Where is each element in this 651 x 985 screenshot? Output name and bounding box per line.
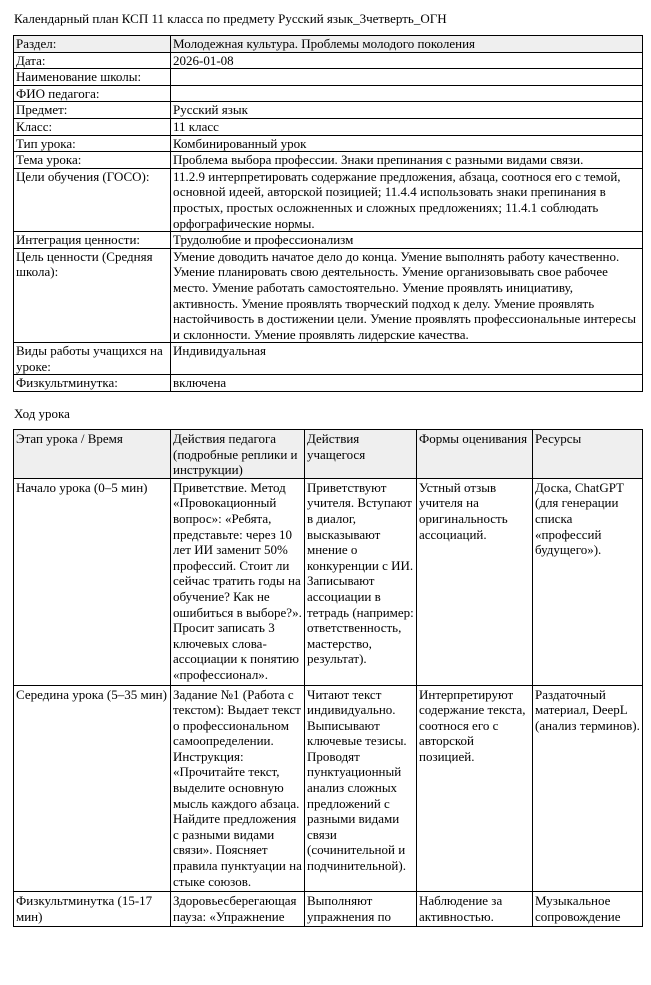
teacher-actions-cell: Приветствие. Метод «Провокационный вопрос»: «Ребята, представьте: через 10 лет ИИ заменит 50% профессий. Стоит ли сейчас тратить годы на обучение? Как не ошибиться в выборе?». Просит записать 3 ключевых слова-ассоциации к понятию «профессионал». [171,478,305,685]
info-value: Умение доводить начатое дело до конца. Умение выполнять работу качественно. Умение планировать свою деятельность. Умение организовывать свое рабочее место. Умение работать самостоятельно. Умение проявлять инициативу, активность. Умение проявлять творческий подход к делу. Умение проявлять настойчивость в достижении цели. Умение проявлять профессиональные интересы и склонности. Умение проявлять лидерские качества. [171,248,643,343]
info-row-learning-goals [14,168,643,231]
resources-cell: Музыкальное сопровождение [533,892,643,927]
lesson-flow-heading: Ход урока [14,406,70,421]
info-value [171,69,643,86]
info-value: Комбинированный урок [171,135,643,152]
lesson-header-row [14,430,643,479]
assessment-cell: Наблюдение за активностью. [417,892,533,927]
info-value: 11 класс [171,118,643,135]
column-header-stage: Этап урока / Время [14,430,171,479]
student-actions-cell: Выполняют упражнения по [305,892,417,927]
lesson-info-table [13,35,643,392]
info-row-section [14,36,643,53]
info-label: Тема урока: [14,152,171,169]
info-label: Наименование школы: [14,69,171,86]
info-value [171,85,643,102]
stage-cell: Середина урока (5–35 мин) [14,685,171,892]
teacher-actions-cell: Здоровьесберегающая пауза: «Упражнение [171,892,305,927]
document-title: Календарный план КСП 11 класса по предмету Русский язык_3четверть_ОГН [14,11,447,26]
assessment-cell: Интерпретируют содержание текста, соотнося его с авторской позицией. [417,685,533,892]
column-header-teacher: Действия педагога (подробные реплики и инструкции) [171,430,305,479]
info-value: включена [171,375,643,392]
teacher-actions-cell: Задание №1 (Работа с текстом): Выдает текст о профессиональном самоопределении. Инструкция: «Прочитайте текст, выделите основную мысль каждого абзаца. Найдите предложения с разными видами связи». Поясняет правила пунктуации на стыке союзов. [171,685,305,892]
info-value: Трудолюбие и профессионализм [171,232,643,249]
resources-cell: Раздаточный материал, DeepL (анализ терминов). [533,685,643,892]
lesson-flow-table [13,429,643,927]
info-label: Цели обучения (ГОСО): [14,168,171,231]
lesson-row-middle [14,685,643,892]
column-header-student: Действия учащегося [305,430,417,479]
info-value: Проблема выбора профессии. Знаки препинания с разными видами связи. [171,152,643,169]
info-value: Молодежная культура. Проблемы молодого поколения [171,36,643,53]
info-row-teacher [14,85,643,102]
info-label: Цель ценности (Средняя школа): [14,248,171,343]
info-label: ФИО педагога: [14,85,171,102]
info-label: Предмет: [14,102,171,119]
info-value: 2026-01-08 [171,52,643,69]
column-header-assessment: Формы оценивания [417,430,533,479]
info-row-subject [14,102,643,119]
info-label: Раздел: [14,36,171,53]
info-value: 11.2.9 интерпретировать содержание предложения, абзаца, соотнося его с темой, основной идеей, авторской позицией; 11.4.4 использовать знаки препинания в простых, простых осложненных и сложных предложениях; 11.4.1 соблюдать орфографические нормы. [171,168,643,231]
info-value: Индивидуальная [171,343,643,375]
info-label: Интеграция ценности: [14,232,171,249]
lesson-row-physical-break [14,892,643,927]
info-row-physical-break [14,375,643,392]
info-value: Русский язык [171,102,643,119]
info-row-date [14,52,643,69]
stage-cell: Начало урока (0–5 мин) [14,478,171,685]
info-label: Физкультминутка: [14,375,171,392]
info-label: Класс: [14,118,171,135]
resources-cell: Доска, ChatGPT (для генерации списка «профессий будущего»). [533,478,643,685]
info-row-value-integration [14,232,643,249]
info-label: Дата: [14,52,171,69]
info-row-work-types [14,343,643,375]
info-row-topic [14,152,643,169]
lesson-row-start [14,478,643,685]
stage-cell: Физкультминутка (15-17 мин) [14,892,171,927]
info-label: Виды работы учащихся на уроке: [14,343,171,375]
info-row-class [14,118,643,135]
info-row-value-goal [14,248,643,343]
info-row-lesson-type [14,135,643,152]
info-row-school [14,69,643,86]
student-actions-cell: Приветствуют учителя. Вступают в диалог, высказывают мнение о конкуренции с ИИ. Записывают ассоциации в тетрадь (например: ответственность, мастерство, результат). [305,478,417,685]
assessment-cell: Устный отзыв учителя на оригинальность ассоциаций. [417,478,533,685]
column-header-resources: Ресурсы [533,430,643,479]
info-label: Тип урока: [14,135,171,152]
student-actions-cell: Читают текст индивидуально. Выписывают ключевые тезисы. Проводят пунктуационный анализ сложных предложений с разными видами связи (сочинительной и подчинительной). [305,685,417,892]
